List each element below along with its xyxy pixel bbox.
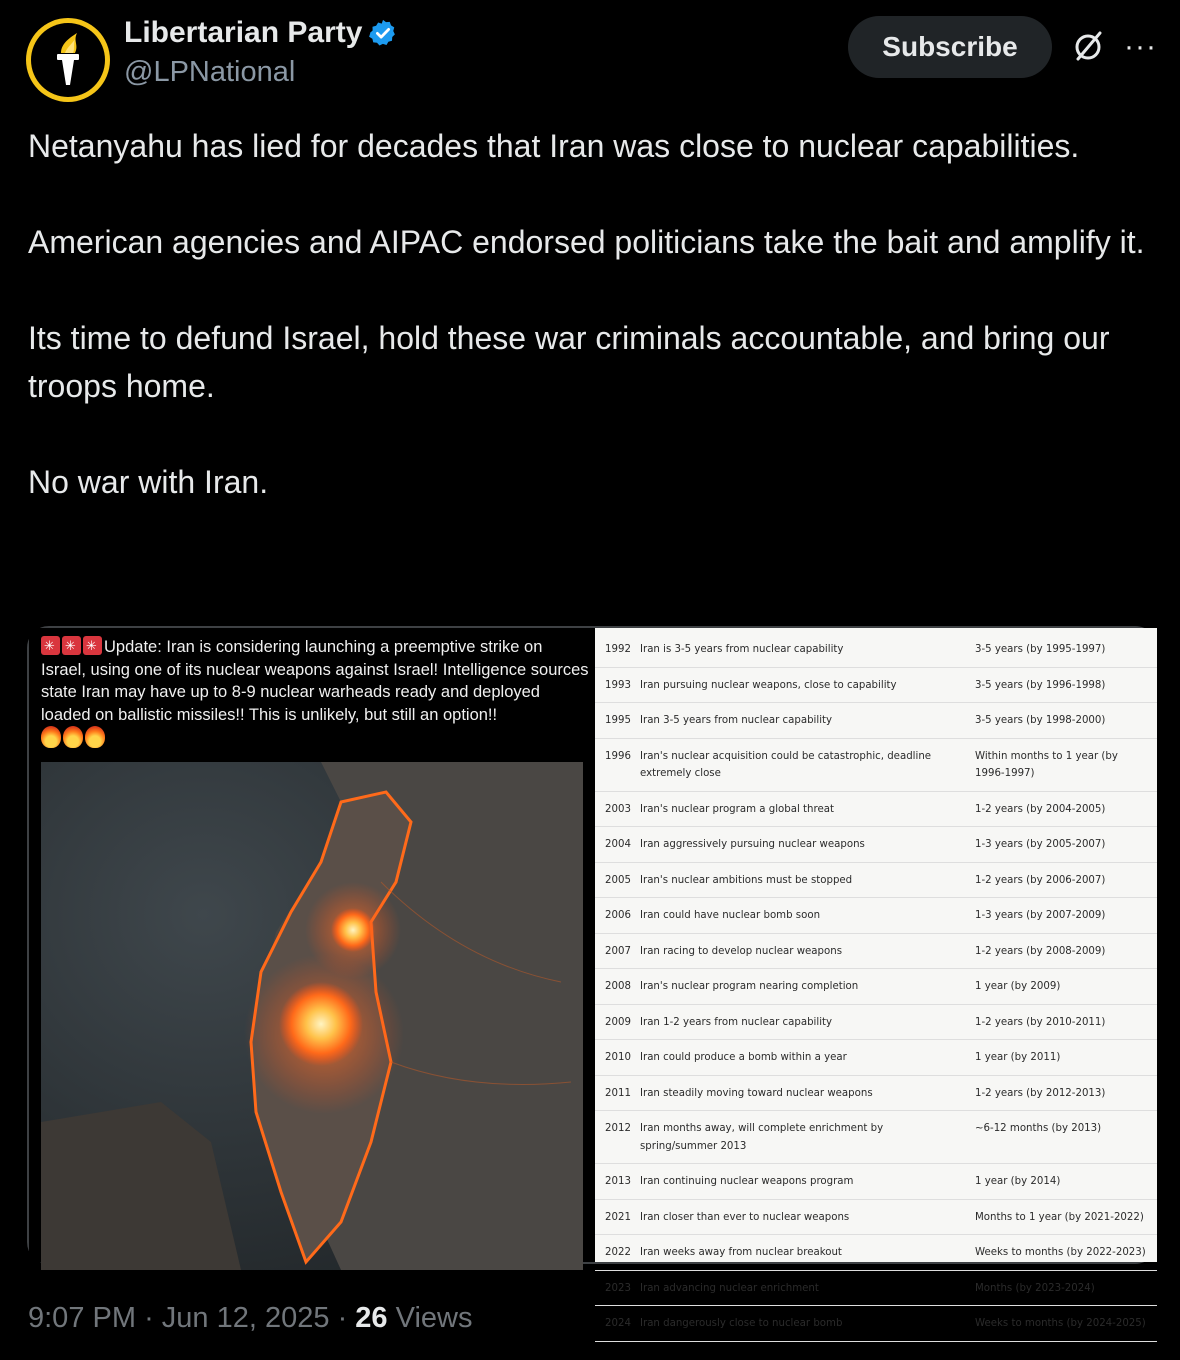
claim-cell: Iran's nuclear acquisition could be catastrophic, deadline extremely close [640, 750, 932, 779]
tweet-paragraph: No war with Iran. [28, 464, 269, 500]
claim-cell: Iran's nuclear program a global threat [640, 803, 834, 815]
table-row [595, 791, 1157, 827]
claim-cell: Iran is 3-5 years from nuclear capability [640, 644, 844, 655]
year-cell: 2024 [605, 1318, 631, 1329]
timeline-cell: 1 year (by 2011) [975, 1052, 1061, 1063]
torch-logo-icon [31, 23, 105, 97]
table-row [595, 1040, 1157, 1076]
embedded-post-text [41, 636, 589, 751]
timeline-cell: 1-2 years (by 2006-2007) [975, 874, 1106, 886]
table-row [595, 1306, 1157, 1342]
claim-cell: Iran weeks away from nuclear breakout [640, 1247, 842, 1258]
alarm-emoji-icon [83, 636, 102, 655]
table-row [595, 632, 1157, 667]
timeline-cell: 3-5 years (by 1998-2000) [975, 715, 1106, 726]
more-horizontal-icon[interactable]: ··· [1124, 30, 1157, 63]
year-cell: 2010 [605, 1052, 631, 1063]
views-label: Views [395, 1302, 473, 1334]
year-cell: 2006 [605, 910, 631, 921]
claim-cell: Iran could have nuclear bomb soon [640, 910, 821, 921]
timeline-cell: 1 year (by 2009) [975, 981, 1061, 992]
year-cell: 2023 [605, 1282, 631, 1294]
avatar[interactable] [26, 18, 110, 102]
year-cell: 2009 [605, 1016, 631, 1028]
verified-badge-icon [368, 18, 398, 48]
year-cell: 2013 [605, 1176, 631, 1187]
table-row [595, 1199, 1157, 1235]
claim-cell: Iran's nuclear ambitions must be stopped [640, 874, 853, 886]
tweet-footer [28, 1302, 472, 1335]
year-cell: 2011 [605, 1087, 631, 1099]
year-cell: 2007 [605, 945, 631, 957]
timeline-cell: 1 year (by 2014) [975, 1176, 1061, 1187]
table-row [595, 1004, 1157, 1040]
claim-cell: Iran 1-2 years from nuclear capability [640, 1016, 833, 1028]
media-right-panel[interactable] [595, 628, 1157, 1329]
table-row [595, 969, 1157, 1005]
claim-cell: Iran aggressively pursuing nuclear weapons [640, 839, 865, 850]
claim-cell: Iran continuing nuclear weapons program [640, 1176, 854, 1187]
handle[interactable]: @LPNational [124, 56, 296, 88]
grok-icon[interactable] [1070, 28, 1106, 64]
table-row [595, 933, 1157, 969]
claim-cell: Iran racing to develop nuclear weapons [640, 945, 843, 957]
timeline-cell: 3-5 years (by 1995-1997) [975, 644, 1106, 655]
table-row [595, 667, 1157, 703]
table-row [595, 1270, 1157, 1306]
timeline-cell: Weeks to months (by 2024-2025) [975, 1318, 1146, 1329]
views-count[interactable]: 26 [355, 1302, 388, 1334]
timeline-cell: 1-2 years (by 2012-2013) [975, 1087, 1106, 1099]
timeline-cell: Within months to 1 year (by 1996-1997) [975, 750, 1118, 779]
timeline-cell: Months to 1 year (by 2021-2022) [975, 1211, 1144, 1223]
tweet-paragraph: American agencies and AIPAC endorsed politicians take the bait and amplify it. [28, 224, 1145, 260]
timeline-cell: 1-2 years (by 2008-2009) [975, 945, 1106, 957]
tweet-date[interactable]: Jun 12, 2025 [161, 1302, 330, 1334]
timeline-cell: 1-3 years (by 2005-2007) [975, 839, 1106, 850]
year-cell: 2022 [605, 1247, 631, 1258]
tweet-paragraph: Netanyahu has lied for decades that Iran was close to nuclear capabilities. [28, 128, 1080, 164]
table-row [595, 862, 1157, 898]
table-row [595, 1164, 1157, 1200]
table-row [595, 1075, 1157, 1111]
year-cell: 2003 [605, 803, 631, 815]
table-row [595, 1235, 1157, 1271]
claim-cell: Iran dangerously close to nuclear bomb [640, 1318, 843, 1329]
year-cell: 2004 [605, 839, 631, 850]
tweet-header [26, 16, 1166, 100]
year-cell: 1995 [605, 715, 631, 726]
claim-cell: Iran's nuclear program nearing completion [640, 981, 859, 992]
timeline-cell: 1-2 years (by 2004-2005) [975, 803, 1106, 815]
fire-emoji-icon [63, 726, 83, 748]
timeline-cell: 1-2 years (by 2010-2011) [975, 1016, 1106, 1028]
table-row [595, 898, 1157, 934]
tweet-paragraph: Its time to defund Israel, hold these war criminals accountable, and bring our troops home. [28, 320, 1110, 404]
claim-cell: Iran months away, will complete enrichment by spring/summer 2013 [640, 1123, 884, 1152]
timeline-cell: 1-3 years (by 2007-2009) [975, 910, 1106, 921]
table-row [595, 1111, 1157, 1164]
timeline-cell: Months (by 2023-2024) [975, 1282, 1095, 1294]
year-cell: 1996 [605, 750, 631, 762]
embedded-post-body: Update: Iran is considering launching a preemptive strike on Israel, using one of its nuclear weapons against Israel! Intelligence sources state Iran may have up to 8-9 nuclear warheads ready and deployed loaded on ballistic missiles!! This is unlikely, but still an option!! [41, 638, 589, 724]
timeline-cell: Weeks to months (by 2022-2023) [975, 1247, 1146, 1258]
fire-emoji-icon [41, 726, 61, 748]
claim-cell: Iran closer than ever to nuclear weapons [640, 1211, 850, 1223]
tweet-time[interactable]: 9:07 PM [28, 1302, 136, 1334]
tweet-text [28, 122, 1168, 506]
claim-cell: Iran 3-5 years from nuclear capability [640, 715, 833, 726]
table-row [595, 738, 1157, 791]
claim-cell: Iran advancing nuclear enrichment [640, 1282, 819, 1294]
fire-emoji-icon [85, 726, 105, 748]
year-cell: 2012 [605, 1123, 631, 1134]
separator: · [144, 1302, 154, 1334]
display-name[interactable] [124, 16, 398, 50]
table-row [595, 703, 1157, 739]
year-cell: 1993 [605, 679, 631, 691]
claim-cell: Iran steadily moving toward nuclear weapons [640, 1087, 873, 1099]
claim-cell: Iran pursuing nuclear weapons, close to capability [640, 679, 897, 691]
year-cell: 2021 [605, 1211, 631, 1223]
timeline-table [595, 632, 1157, 1342]
year-cell: 2008 [605, 981, 631, 992]
year-cell: 2005 [605, 874, 631, 886]
separator: · [337, 1302, 348, 1334]
timeline-cell: 3-5 years (by 1996-1998) [975, 679, 1106, 691]
table-row [595, 827, 1157, 863]
subscribe-button[interactable]: Subscribe [848, 16, 1052, 78]
year-cell: 1992 [605, 644, 631, 655]
display-name-text[interactable]: Libertarian Party [124, 16, 363, 49]
alarm-emoji-icon [41, 636, 60, 655]
alarm-emoji-icon [62, 636, 81, 655]
map-explosion-image[interactable] [41, 762, 583, 1270]
timeline-cell: ~6-12 months (by 2013) [975, 1123, 1102, 1134]
claim-cell: Iran could produce a bomb within a year [640, 1052, 847, 1063]
media-left-panel[interactable] [29, 628, 595, 1262]
